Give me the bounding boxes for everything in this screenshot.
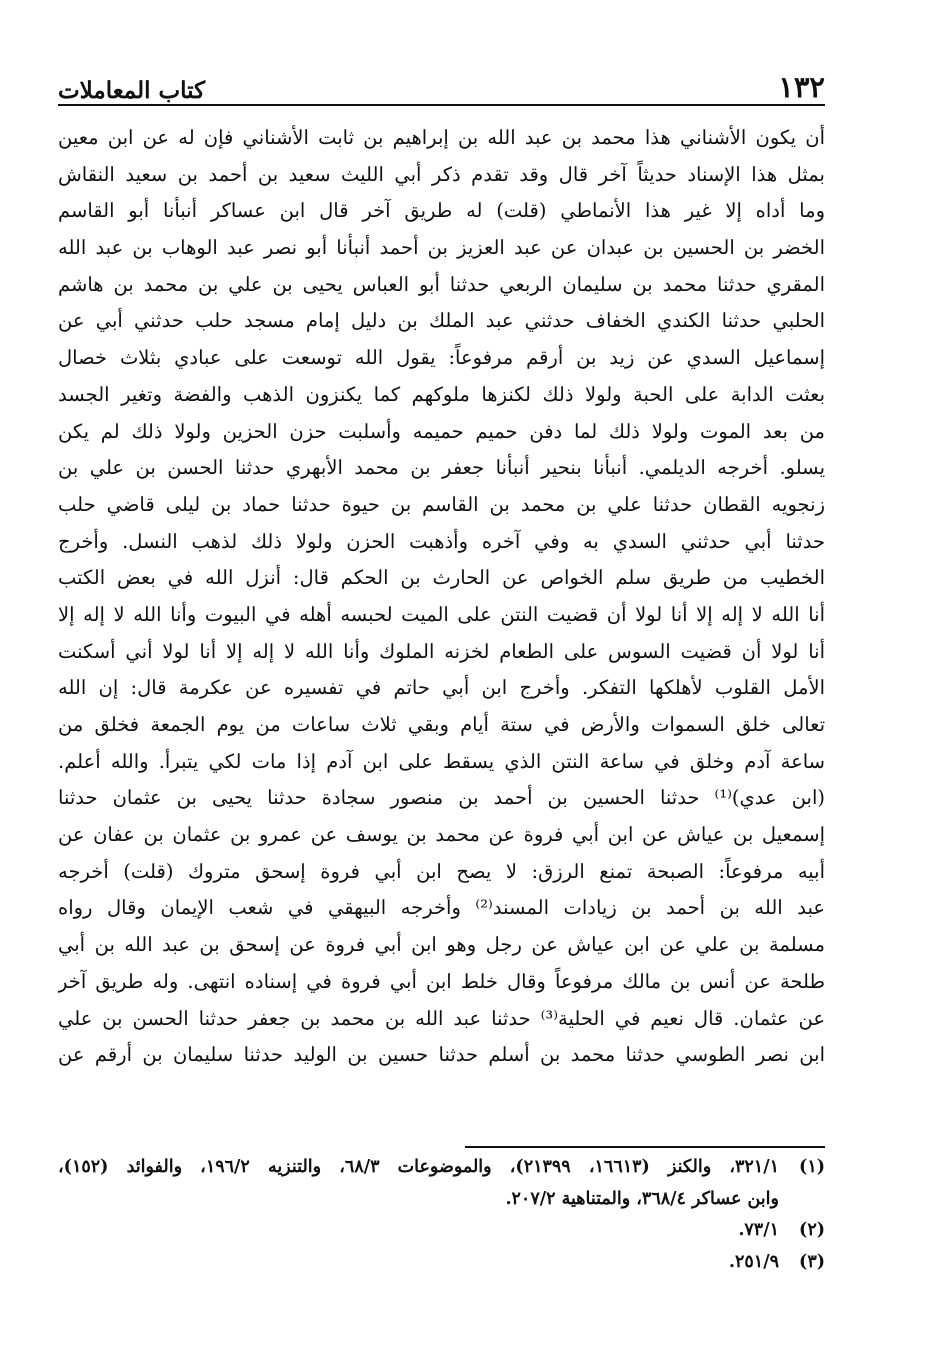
footnote-text: ٣٢١/١، والكنز (١٦٦١٣، ٢١٣٩٩)، والموضوعات ٦٨/٣، والتنزيه ١٩٦/٢، والفوائد (١٥٢)، [58,1157,779,1177]
text-line: حدثنا أبي حدثني السدي به وفي آخره وأذهبت الحزن ولولا ذلك لذهب النسل. وأخرج [58,529,825,553]
text-line: زنجويه القطان حدثنا علي بن محمد بن القاسم بن حيوة حدثنا حماد بن ليلى قاضي حلب [58,492,825,516]
footnote-divider [465,1146,825,1148]
text-line: طلحة عن أنس بن مالك مرفوعاً وقال خلط ابن أبي فروة في إسناده انتهى. وله طريق آخر [58,969,825,993]
text-line: إسماعيل السدي عن زيد بن أرقم مرفوعاً: يقول الله توسعت على عبادي بثلاث خصال [58,346,825,370]
text-line: الأمل القلوب لأهلكها التفكر. وأخرج ابن أبي حاتم في تفسيره عن عكرمة قال: إن الله [58,676,825,700]
text-line: عبد الله بن أحمد بن زيادات المسند⁽²⁾ وأخرجه البيهقي في شعب الإيمان وقال رواه [58,896,825,920]
text-line: عن عثمان. قال نعيم في الحلية⁽³⁾ حدثنا عبد الله بن محمد بن جعفر حدثنا الحسن بن علي [58,1006,825,1030]
text-line: إسمعيل بن عياش عن ابن أبي فروة عن محمد بن يوسف عن عمرو بن عثمان بن عفان عن [58,823,825,847]
book-title: كتاب المعاملات [58,77,206,104]
footnote-text: وابن عساكر ٣٦٨/٤، والمتناهية ٢٠٧/٢. [505,1188,779,1209]
text-line: الخطيب من طريق سلم الخواص عن الحارث بن الحكم قال: أنزل الله في بعض الكتب [58,566,825,590]
text-line: يسلو. أخرجه الديلمي. أنبأنا بنحير أنبأنا جعفر بن محمد الأبهري حدثنا الحسن بن علي بن [58,456,825,480]
header-divider [58,104,825,106]
footnote-marker: (١) [799,1157,825,1177]
footnote-marker: (٣) [799,1251,825,1272]
footnote-text: ٢٥١/٩. [728,1251,779,1272]
footnotes [58,1152,825,1278]
text-line: ابن نصر الطوسي حدثنا محمد بن أسلم حدثنا حسين بن الوليد حدثنا سليمان بن أرقم عن [58,1043,825,1067]
running-head [58,62,825,102]
text-line: أن يكون الأشناني هذا محمد بن عبد الله بن إبراهيم بن ثابت الأشناني فإن له عن ابن معين [58,126,825,149]
text-line: مسلمة بن علي عن ابن عياش عن رجل وهو ابن أبي فروة عن إسحق بن عبد الله بن أبي [58,933,825,957]
footnote-3 [58,1247,825,1279]
text-line: ساعة آدم وخلق في ساعة النتن الذي يسقط على ابن آدم إذا مات لكي يتبرأ. والله أعلم. [58,749,825,773]
main-text [58,120,825,1074]
text-line: تعالى خلق السموات والأرض في ستة أيام وبقي ثلاث ساعات من يوم الجمعة فخلق من [58,713,825,736]
text-line: أبيه مرفوعاً: الصبحة تمنع الرزق: لا يصح ابن أبي فروة إسحق متروك (قلت) أخرجه [58,859,825,883]
text-line: بمثل هذا الإسناد حديثاً آخر قال وقد تقدم ذكر أبي الليث سعيد بن أحمد بن سعيد النقاش [58,162,825,186]
text-line: أنا الله لا إله إلا أنا لولا أن قضيت النتن على الميت لحبسه أهله في البيوت وأنا الله لا إله إلا [58,602,825,626]
text-line: بعثت الدابة على الحبة ولولا ذلك لكنزها ملوكهم كما يكنزون الذهب والفضة وتغير الجسد [58,382,825,406]
text-line: المقري حدثنا محمد بن سليمان الربعي حدثنا أبو العباس يحيى بن علي بن محمد بن هاشم [58,272,825,296]
text-line: أنا لولا أن قضيت السوس على الطعام لخزنه الملوك وأنا الله لا إله إلا أنا لولا أني أسكنت [58,639,825,663]
text-line: من بعد الموت ولولا ذلك لما دفن حميم حميمه وأسلبت حزن الحزين ولولا ذلك لم يكن [58,419,825,443]
page-number: ١٣٢ [778,70,825,104]
footnote-text: ٧٣/١. [738,1220,779,1240]
text-line: وما أداه إلا غير هذا الأنماطي (قلت) له طريق آخر قال ابن عساكر أنبأنا أبو القاسم [58,199,825,223]
text-line: (ابن عدي)⁽¹⁾ حدثنا الحسين بن أحمد بن منصور سجادة حدثنا يحيى بن عثمان حدثنا [58,786,825,810]
footnote-2 [58,1215,825,1247]
text-line: الخضر بن الحسين بن عبدان عن عبد العزيز بن أحمد أنبأنا أبو نصر عبد الوهاب بن عبد الله [58,236,825,260]
footnote-1 [58,1152,825,1215]
text-line: الحلبي حدثنا الكندي الخفاف حدثني عبد الملك بن دليل إمام مسجد حلب حدثني أبي عن [58,309,825,333]
footnote-marker: (٢) [799,1220,825,1240]
